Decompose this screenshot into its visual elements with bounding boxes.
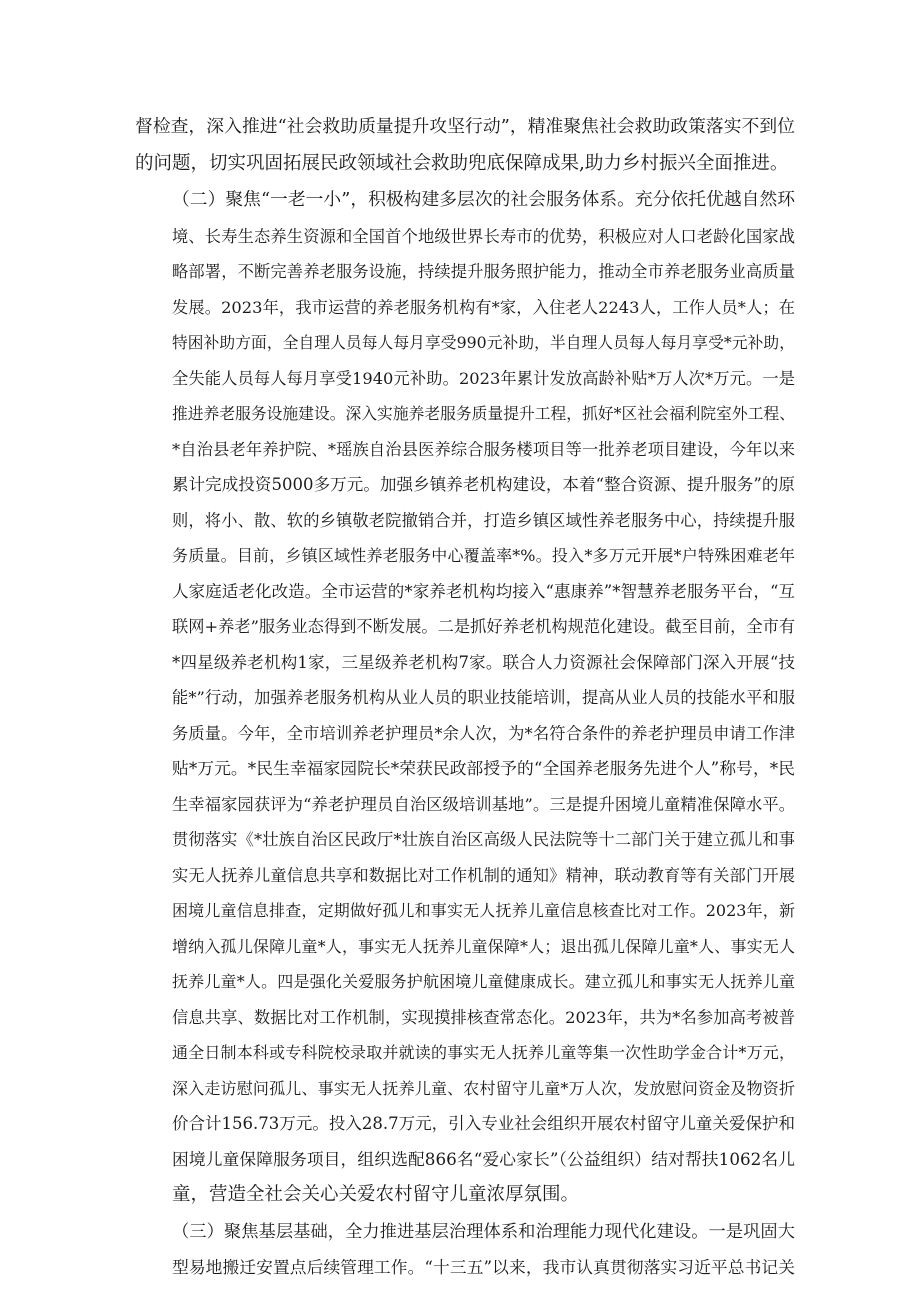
text-line: 生幸福家园获评为“养老护理员自治区级培训基地”。三是提升困境儿童精准保障水平。 — [172, 794, 795, 814]
paragraph-section-three — [135, 1215, 795, 1286]
text-line: 务质量。今年，全市培训养老护理员*余人次，为*名符合条件的养老护理员申请工作津 — [172, 723, 795, 743]
text-line: 的问题，切实巩固拓展民政领域社会救助兜底保障成果,助力乡村振兴全面推进。 — [135, 152, 789, 174]
text-line: 童，营造全社会关心关爱农村留守儿童浓厚氛围。 — [172, 1184, 580, 1205]
paragraph-continuation — [135, 110, 795, 181]
text-line: 困境儿童信息排查，定期做好孤儿和事实无人抚养儿童信息核查比对工作。2023年，新 — [172, 901, 795, 920]
text-line: （二）聚焦“一老一小”，积极构建多层次的社会服务体系。充分依托优越自然环 — [172, 190, 795, 210]
text-line: 全失能人员每人每月享受1940元补助。2023年累计发放高龄补贴*万人次*万元。一是 — [172, 368, 795, 388]
text-line: 推进养老服务设施建设。深入实施养老服务质量提升工程，抓好*区社会福利院室外工程、 — [172, 404, 795, 423]
text-line: 人家庭适老化改造。全市运营的*家养老机构均接入“惠康养”*智慧养老服务平台，“互 — [172, 581, 795, 601]
text-line: 型易地搬迁安置点后续管理工作。“十三五”以来，我市认真贯彻落实习近平总书记关 — [172, 1257, 795, 1277]
text-line: 督检查，深入推进“社会救助质量提升攻坚行动”，精准聚焦社会救助政策落实不到位 — [135, 117, 795, 137]
text-line: 抚养儿童*人。四是强化关爱服务护航困境儿童健康成长。建立孤儿和事实无人抚养儿童 — [172, 972, 795, 991]
text-line: 信息共享、数据比对工作机制，实现摸排核查常态化。2023年，共为*名参加高考被普 — [172, 1007, 795, 1027]
text-line: 累计完成投资5000多万元。加强乡镇养老机构建设，本着“整合资源、提升服务”的原 — [172, 475, 795, 494]
text-line: 通全日制本科或专科院校录取并就读的事实无人抚养儿童等集一次性助学金合计*万元， — [172, 1043, 795, 1062]
text-line: 发展。2023年，我市运营的养老服务机构有*家，入住老人2243人，工作人员*人；在 — [172, 297, 795, 317]
paragraph-section-two — [135, 183, 795, 1213]
text-line: 务质量。目前，乡镇区域性养老服务中心覆盖率*%。投入*多万元开展*户特殊困难老年 — [172, 546, 795, 565]
text-line: 则，将小、散、软的乡镇敬老院撤销合并，打造乡镇区域性养老服务中心，持续提升服 — [172, 510, 795, 530]
text-line: （三）聚焦基层基础，全力推进基层治理体系和治理能力现代化建设。一是巩固大 — [172, 1221, 795, 1242]
text-line: *四星级养老机构1家，三星级养老机构7家。联合人力资源社会保障部门深入开展“技 — [172, 652, 795, 672]
text-line: 特困补助方面，全自理人员每人每月享受990元补助，半自理人员每人每月享受*元补助， — [172, 333, 795, 352]
text-line: 实无人抚养儿童信息共享和数据比对工作机制的通知》精神，联动教育等有关部门开展 — [172, 865, 795, 885]
text-line: 价合计156.73万元。投入28.7万元，引入专业社会组织开展农村留守儿童关爱保护和 — [172, 1114, 795, 1133]
text-line: 境、长寿生态养生资源和全国首个地级世界长寿市的优势，积极应对人口老龄化国家战 — [172, 226, 795, 246]
text-line: 深入走访慰问孤儿、事实无人抚养儿童、农村留守儿童*万人次，发放慰问资金及物资折 — [172, 1078, 795, 1098]
text-line: 贯彻落实《*壮族自治区民政厅*壮族自治区高级人民法院等十二部门关于建立孤儿和事 — [172, 830, 795, 849]
text-line: 联网+养老”服务业态得到不断发展。二是抓好养老机构规范化建设。截至目前，全市有 — [172, 617, 796, 636]
document-body — [135, 110, 795, 1286]
text-line: 贴*万元。*民生幸福家园院长*荣获民政部授予的“全国养老服务先进个人”称号，*民 — [172, 758, 795, 778]
text-line: 能*”行动，加强养老服务机构从业人员的职业技能培训，提高从业人员的技能水平和服 — [172, 688, 795, 707]
text-line: 略部署，不断完善养老服务设施，持续提升服务照护能力，推动全市养老服务业高质量 — [172, 262, 795, 281]
text-line: 增纳入孤儿保障儿童*人，事实无人抚养儿童保障*人；退出孤儿保障儿童*人、事实无人 — [172, 936, 795, 956]
text-line: 困境儿童保障服务项目，组织选配866名“爱心家长”（公益组织）结对帮扶1062名儿 — [172, 1148, 795, 1169]
text-line: *自治县老年养护院、*瑶族自治县医养综合服务楼项目等一批养老项目建设，今年以来 — [172, 439, 795, 459]
